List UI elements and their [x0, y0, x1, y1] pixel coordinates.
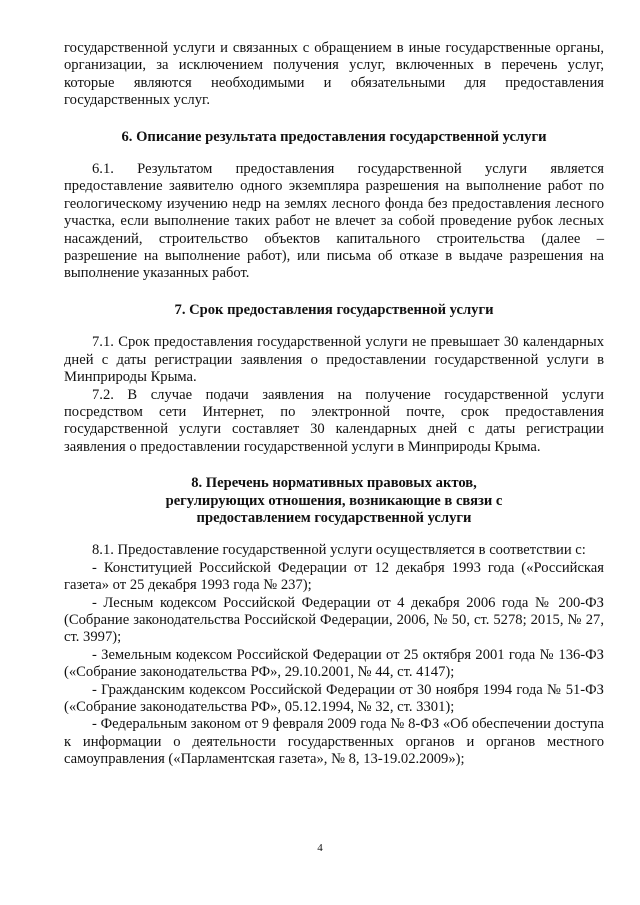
- section-8-heading-line-3: предоставлением государственной услуги: [196, 509, 472, 526]
- intro-paragraph: государственной услуги и связанных с обращением в иные государственные органы, организации, за исключением получения услуг, включенных в перечень услуг, которые являются необходимыми и обязательными для предоставления государственных услуг.: [64, 40, 604, 109]
- list-item: - Гражданским кодексом Российской Федерации от 30 ноября 1994 года № 51-ФЗ («Собрание законодательства РФ», 05.12.1994, № 32, ст. 3301);: [64, 681, 604, 715]
- section-8-heading-line-2: регулирующих отношения, возникающие в связи с: [165, 492, 503, 509]
- list-item: - Федеральным законом от 9 февраля 2009 года № 8-ФЗ «Об обеспечении доступа к информации о деятельности государственных органов и органов местного самоуправления («Парламентская газета», № 8, 13-19.02.2009»);: [64, 716, 604, 768]
- section-8-heading: [64, 475, 604, 527]
- section-8-heading-line-1: 8. Перечень нормативных правовых актов,: [191, 475, 477, 492]
- list-item: - Лесным кодексом Российской Федерации от 4 декабря 2006 года № 200-ФЗ (Собрание законодательства Российской Федерации, 2006, № 50, ст. 5278; 2015, № 27, ст. 3997);: [64, 594, 604, 646]
- section-8-paragraph-1: 8.1. Предоставление государственной услуги осуществляется в соответствии с:: [92, 542, 586, 559]
- section-7-paragraph-2: 7.2. В случае подачи заявления на получение государственной услуги посредством сети Интернет, по электронной почте, срок предоставления государственной услуги составляет 30 календарных дней с даты регистрации заявления о предоставлении государственной услуги в Минприроды Крыма.: [64, 386, 604, 455]
- section-6-heading: 6. Описание результата предоставления государственной услуги: [121, 128, 547, 145]
- section-7-heading: 7. Срок предоставления государственной услуги: [174, 301, 494, 318]
- list-item: - Конституцией Российской Федерации от 12 декабря 1993 года («Российская газета» от 25 декабря 1993 года № 237);: [64, 559, 604, 594]
- page-content: [64, 40, 604, 769]
- section-7-paragraph-1: 7.1. Срок предоставления государственной услуги не превышает 30 календарных дней с даты регистрации заявления о предоставлении государственной услуги в Минприроды Крыма.: [64, 334, 604, 386]
- section-6-paragraph-1: 6.1. Результатом предоставления государственной услуги является предоставление заявителю одного экземпляра разрешения на выполнение работ по геологическому изучению недр на землях лесного фонда без предоставления лесного участка, если выполнение таких работ не влечет за собой проведение рубок лесных насаждений, строительство объектов капитального строительства (далее – разрешение на выполнение работ), или письма об отказе в выдаче разрешения на выполнение указанных работ.: [64, 161, 604, 282]
- page-number: 4: [317, 842, 323, 854]
- list-item: - Земельным кодексом Российской Федерации от 25 октября 2001 года № 136-ФЗ («Собрание законодательства РФ», 29.10.2001, № 44, ст. 4147);: [64, 646, 604, 681]
- legal-acts-list: [64, 560, 604, 769]
